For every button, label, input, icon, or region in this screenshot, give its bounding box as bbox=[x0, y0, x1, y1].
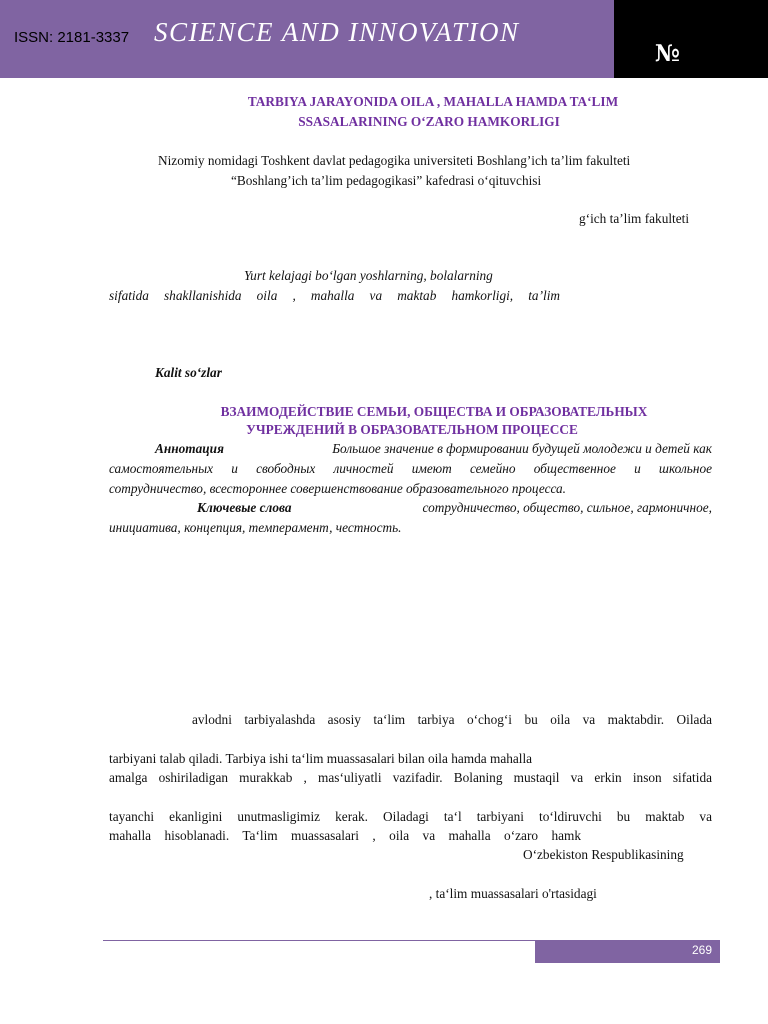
ru-annotation-line1 bbox=[155, 441, 712, 457]
page-number: 269 bbox=[691, 943, 712, 957]
ru-title-line2: УЧРЕЖДЕНИЙ В ОБРАЗОВАТЕЛЬНОМ ПРОЦЕССЕ bbox=[246, 422, 578, 437]
body-line5: mahalla hisoblanadi. Ta‘lim muassasalari , oila va mahalla o‘zaro hamk bbox=[109, 828, 581, 843]
body-line4: tayanchi ekanligini unutmasligimiz kerak. Oiladagi ta‘l tarbiyani to‘ldiruvchi bu maktab va bbox=[109, 809, 712, 824]
ru-keywords-text-start: сотрудничество, общество, сильное, гармоничное, bbox=[422, 500, 712, 515]
ru-annotation-label: Аннотация bbox=[155, 441, 224, 456]
article-title-line2: SSASALARINING O‘ZARO HAMKORLIGI bbox=[298, 114, 560, 129]
ru-annotation-text-start: Большое значение в формировании будущей молодежи и детей как bbox=[332, 441, 712, 456]
ru-keywords-label: Ключевые слова bbox=[197, 500, 292, 515]
affiliation-line2: “Boshlang’ich ta’lim pedagogikasi” kafedrasi o‘qituvchisi bbox=[231, 173, 542, 188]
issn-label: ISSN: 2181-3337 bbox=[14, 29, 130, 46]
affiliation-line1: Nizomiy nomidagi Toshkent davlat pedagogika universiteti Boshlang’ich ta’lim fakulteti bbox=[158, 153, 631, 168]
issue-number-sign: № bbox=[655, 40, 680, 67]
ru-keywords-line2: инициатива, концепция, темперамент, честность. bbox=[109, 520, 402, 535]
body-line3: amalga oshiriladigan murakkab , mas‘uliyatli vazifadir. Bolaning mustaqil va erkin inson sifatida bbox=[109, 770, 712, 785]
body-line6: O‘zbekiston Respublikasining bbox=[523, 847, 684, 862]
body-line2: tarbiyani talab qiladi. Tarbiya ishi ta‘lim muassasalari bilan oila hamda mahalla bbox=[109, 751, 533, 766]
ru-title-line1: ВЗАИМОДЕЙСТВИЕ СЕМЬИ, ОБЩЕСТВА И ОБРАЗОВАТЕЛЬНЫХ bbox=[220, 404, 648, 419]
ru-annotation-line2: самостоятельных и свободных личностей имеют семейно общественное и школьное bbox=[109, 461, 712, 476]
journal-title: SCIENCE AND INNOVATION bbox=[154, 17, 520, 47]
ru-annotation-line3: сотрудничество, всестороннее совершенствование образовательного процесса. bbox=[109, 481, 567, 496]
keywords-label: Kalit so‘zlar bbox=[155, 365, 222, 380]
article-title-line1: TARBIYA JARAYONIDA OILA , MAHALLA HAMDA TA‘LIM bbox=[247, 94, 619, 109]
body-line7: , ta‘lim muassasalari o'rtasidagi bbox=[429, 886, 597, 901]
page-number-box bbox=[535, 941, 720, 963]
abstract-line2: sifatida shakllanishida oila , mahalla va maktab hamkorligi, ta’lim bbox=[109, 288, 560, 303]
ru-keywords-line1 bbox=[197, 500, 712, 516]
abstract-line1: Yurt kelajagi bo‘lgan yoshlarning, bolalarning bbox=[244, 268, 493, 283]
issue-number-box bbox=[614, 0, 768, 78]
body-line1: avlodni tarbiyalashda asosiy ta‘lim tarbiya o‘chog‘i bu oila va maktabdir. Oilada bbox=[192, 712, 712, 727]
affiliation-fragment: g‘ich ta’lim fakulteti bbox=[579, 211, 690, 226]
